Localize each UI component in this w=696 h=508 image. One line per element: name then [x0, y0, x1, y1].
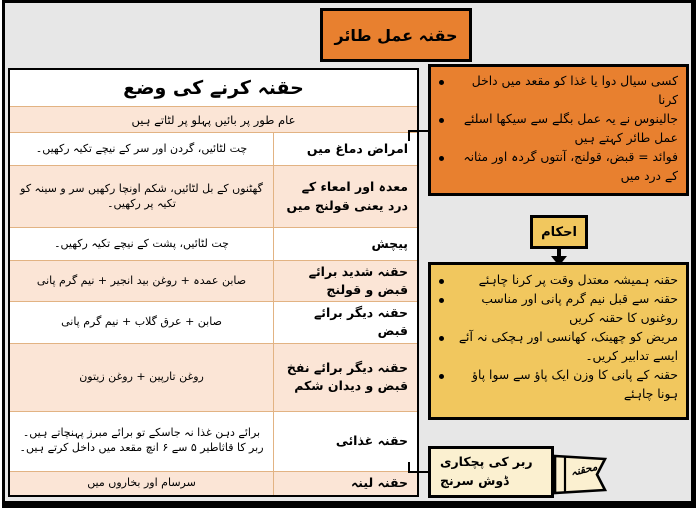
tools-line-1: ربر کی پچکاری: [440, 454, 533, 470]
tools-box: [428, 446, 554, 498]
bullet-text: فوائد = قبض، قولنج، آنتوں گردہ اور مثانہ کے درد میں: [463, 150, 678, 184]
row-heading: حقنہ لینہ: [273, 472, 417, 496]
row-heading: حقنہ دیگر برائے قبض: [273, 302, 417, 342]
table-row: [10, 301, 417, 342]
bullet-icon: [439, 80, 444, 85]
row-heading: حقنہ شدید برائے قبض و قولنج: [273, 261, 417, 301]
bullet-icon: [439, 298, 444, 303]
bullet-icon: [439, 279, 444, 284]
bullet-text: جالینوس نے یہ عمل بگلے سے سیکھا اسلئے عمل طائر کہتے ہیں: [463, 112, 678, 146]
bullet-text: حقنہ سے قبل نیم گرم پانی اور مناسب روغنوں کا حقنہ کریں: [481, 292, 678, 326]
row-heading: حقنہ دیگر برائے نفخ قبض و دیدان شکم: [273, 344, 417, 411]
table-row: [10, 132, 417, 165]
connector-bottom-line: [408, 471, 429, 473]
row-detail: چت لٹائیں، پشت کے نیچے تکیہ رکھیں۔: [54, 236, 229, 250]
list-item: [437, 366, 678, 404]
table-row: [10, 471, 417, 496]
down-arrow-stem: [557, 249, 561, 256]
table-row: [10, 227, 417, 260]
table-row: [10, 260, 417, 301]
list-item: [437, 148, 678, 186]
list-item: [437, 290, 678, 328]
ahkam-label-box: احکام: [530, 215, 588, 249]
table-row: [10, 343, 417, 411]
posture-table-note: عام طور پر بائیں پہلو پر لٹاتے ہیں: [10, 106, 417, 132]
bullet-icon: [439, 156, 444, 161]
bullet-icon: [439, 336, 444, 341]
row-heading: امراض دماغ میں: [273, 133, 417, 165]
row-detail: برائے دہن غذا نہ جاسکے تو برائے مبرز پہنچاتے ہیں۔ ربر کا قاثاطیر ۵ سے ۶ انچ مقعد میں داخل کرتے ہیں۔: [19, 426, 264, 454]
definition-box: [428, 64, 689, 196]
ribbon-label: محقنہ: [569, 460, 599, 480]
row-detail: چت لٹائیں، گردن اور سر کے نیچے تکیہ رکھیں۔: [35, 141, 248, 155]
bullet-text: مریض کو چھینک، کھانسی اور ہچکی نہ آئے ایسے تدابیر کریں۔: [458, 330, 678, 364]
connector-top-line: [408, 130, 429, 132]
bullet-text: حقنہ کے پانی کا وزن ایک پاؤ سے سوا پاؤ ہونا چاہئے: [472, 368, 678, 402]
posture-table: [8, 68, 419, 497]
row-heading: حقنہ غذائی: [273, 412, 417, 471]
bullet-text: حقنہ ہمیشہ معتدل وقت پر کرنا چاہئے: [478, 273, 678, 287]
tools-line-2: ڈوش سرنج: [440, 473, 509, 488]
slide-canvas: [2, 0, 696, 508]
list-item: [437, 271, 678, 290]
table-row: [10, 411, 417, 471]
table-row: [10, 165, 417, 227]
rules-box: [428, 262, 689, 420]
bullet-icon: [439, 118, 444, 123]
row-detail: سرسام اور بخاروں میں: [87, 475, 196, 489]
row-detail: صابن عمدہ + روغن بید انجیر + نیم گرم پانی: [36, 273, 247, 287]
list-item: [437, 328, 678, 366]
row-heading: معدہ اور امعاء کے درد یعنی قولنج میں: [273, 166, 417, 227]
list-item: [437, 110, 678, 148]
slide-title: حقنہ عمل طائر: [320, 8, 472, 62]
bullet-icon: [439, 374, 444, 379]
posture-table-header: حقنہ کرنے کی وضع: [123, 77, 304, 99]
bullet-text: کسی سیال دوا یا غذا کو مقعد میں داخل کرنا: [471, 74, 678, 108]
row-heading: پیچش: [273, 228, 417, 260]
row-detail: صابن + عرق گلاب + نیم گرم پانی: [61, 314, 222, 328]
row-detail: گھٹنوں کے بل لٹائیں، شکم اونچا رکھیں سر و سینہ کو تکیہ پر رکھیں۔: [20, 181, 263, 210]
row-detail: روغن تارپین + روغن زیتون: [79, 369, 204, 383]
ribbon-shape: [552, 451, 614, 498]
list-item: [437, 72, 678, 110]
